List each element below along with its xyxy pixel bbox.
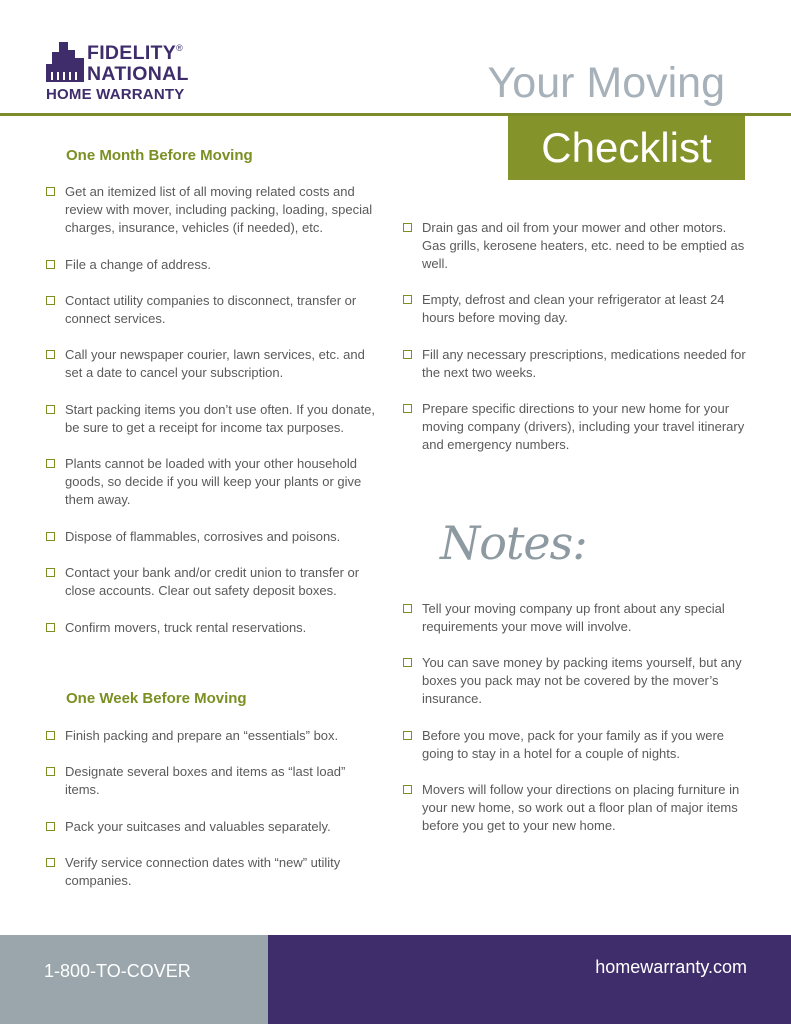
logo-line-fidelity: FIDELITY® xyxy=(87,42,184,64)
checklist-item[interactable]: File a change of address. xyxy=(46,256,376,274)
checkbox-icon[interactable] xyxy=(403,604,412,613)
heading-one-month: One Month Before Moving xyxy=(66,147,253,164)
notes-item[interactable]: You can save money by packing items yourself, but any boxes you pack may not be covered by the mover’s insurance. xyxy=(403,654,748,709)
notes-item[interactable]: Movers will follow your directions on placing furniture in your new home, so work out a floor plan of major items before you get to your new home. xyxy=(403,781,748,836)
checkbox-icon[interactable] xyxy=(403,785,412,794)
checkbox-icon[interactable] xyxy=(46,260,55,269)
checklist-item[interactable]: Fill any necessary prescriptions, medications needed for the next two weeks. xyxy=(403,346,748,382)
checklist-item[interactable]: Confirm movers, truck rental reservations. xyxy=(46,619,376,637)
checklist-item[interactable]: Pack your suitcases and valuables separately. xyxy=(46,818,376,836)
checkbox-icon[interactable] xyxy=(46,858,55,867)
checklist-item[interactable]: Drain gas and oil from your mower and other motors. Gas grills, kerosene heaters, etc. need to be emptied as well. xyxy=(403,219,748,274)
building-logo-icon xyxy=(46,42,84,82)
checkbox-icon[interactable] xyxy=(46,350,55,359)
checkbox-icon[interactable] xyxy=(403,350,412,359)
logo-line-home-warranty: HOME WARRANTY xyxy=(46,86,185,103)
checklist-item[interactable]: Call your newspaper courier, lawn services, etc. and set a date to cancel your subscription. xyxy=(46,346,376,382)
checklist-item[interactable]: Designate several boxes and items as “last load” items. xyxy=(46,763,376,799)
checkbox-icon[interactable] xyxy=(403,295,412,304)
checklist-item[interactable]: Prepare specific directions to your new home for your moving company (drivers), including your travel itinerary and emergency numbers. xyxy=(403,400,748,455)
checklist-item[interactable]: Dispose of flammables, corrosives and poisons. xyxy=(46,528,376,546)
checkbox-icon[interactable] xyxy=(403,404,412,413)
notes-item[interactable]: Tell your moving company up front about any special requirements your move will involve. xyxy=(403,600,748,636)
checkbox-icon[interactable] xyxy=(46,532,55,541)
notes-item[interactable]: Before you move, pack for your family as if you were going to stay in a hotel for a couple of nights. xyxy=(403,727,748,763)
checkbox-icon[interactable] xyxy=(46,405,55,414)
checkbox-icon[interactable] xyxy=(46,822,55,831)
checkbox-icon[interactable] xyxy=(46,459,55,468)
checkbox-icon[interactable] xyxy=(403,658,412,667)
checkbox-icon[interactable] xyxy=(403,223,412,232)
checklist-item[interactable]: Contact utility companies to disconnect, transfer or connect services. xyxy=(46,292,376,328)
logo-line-national: NATIONAL xyxy=(87,63,189,85)
checkbox-icon[interactable] xyxy=(46,296,55,305)
checklist-item[interactable]: Start packing items you don’t use often. If you donate, be sure to get a receipt for income tax purposes. xyxy=(46,401,376,437)
title-checklist: Checklist xyxy=(508,116,745,180)
checkbox-icon[interactable] xyxy=(46,568,55,577)
checklist-item[interactable]: Get an itemized list of all moving related costs and review with mover, including packing, loading, special charges, insurance, vehicles (if needed), etc. xyxy=(46,183,376,238)
checklist-item[interactable]: Finish packing and prepare an “essentials” box. xyxy=(46,727,376,745)
title-your-moving: Your Moving xyxy=(487,59,725,107)
checkbox-icon[interactable] xyxy=(46,767,55,776)
checkbox-icon[interactable] xyxy=(46,623,55,632)
checklist-item[interactable]: Empty, defrost and clean your refrigerator at least 24 hours before moving day. xyxy=(403,291,748,327)
company-logo xyxy=(46,40,236,106)
checkbox-icon[interactable] xyxy=(46,187,55,196)
checklist-item[interactable]: Plants cannot be loaded with your other household goods, so decide if you will keep your plants or give them away. xyxy=(46,455,376,510)
heading-one-week: One Week Before Moving xyxy=(66,690,247,707)
footer-phone[interactable]: 1-800-TO-COVER xyxy=(44,961,191,981)
notes-heading: Notes: xyxy=(440,516,587,570)
checkbox-icon[interactable] xyxy=(403,731,412,740)
checkbox-icon[interactable] xyxy=(46,731,55,740)
footer-website-link[interactable]: homewarranty.com xyxy=(595,957,747,977)
footer-website-panel xyxy=(268,935,791,1024)
checklist-item[interactable]: Verify service connection dates with “new” utility companies. xyxy=(46,854,376,890)
checklist-item[interactable]: Contact your bank and/or credit union to transfer or close accounts. Clear out safety deposit boxes. xyxy=(46,564,376,600)
